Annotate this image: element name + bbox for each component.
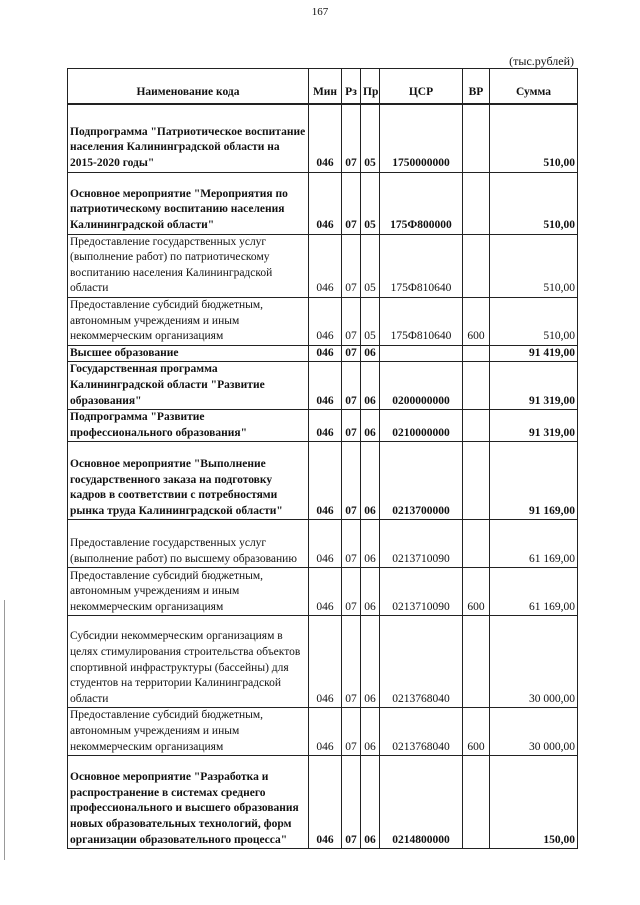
table-row [68,520,578,568]
table-row [68,362,578,410]
row-rz: 07 [342,297,361,345]
row-sum: 30 000,00 [490,708,578,756]
row-name: Предоставление государственных услуг (выполнение работ) по высшему образованию [68,520,309,568]
row-name: Предоставление субсидий бюджетным, автономным учреждениям и иным некоммерческим организациям [68,708,309,756]
row-vr [463,104,490,172]
row-csr: 0200000000 [380,362,463,410]
row-name: Высшее образование [68,345,309,362]
row-min: 046 [309,410,342,442]
row-pr: 06 [361,616,380,708]
row-pr: 06 [361,756,380,849]
row-pr: 06 [361,410,380,442]
row-pr: 06 [361,708,380,756]
row-vr [463,345,490,362]
row-min: 046 [309,172,342,234]
row-sum: 510,00 [490,104,578,172]
row-min: 046 [309,708,342,756]
row-csr: 175Ф810640 [380,297,463,345]
row-rz: 07 [342,172,361,234]
row-pr: 06 [361,520,380,568]
table-row [68,616,578,708]
row-csr: 0210000000 [380,410,463,442]
row-min: 046 [309,345,342,362]
row-name: Предоставление субсидий бюджетным, автономным учреждениям и иным некоммерческим организациям [68,297,309,345]
row-sum: 510,00 [490,297,578,345]
row-name: Предоставление государственных услуг (выполнение работ) по патриотическому воспитанию населения Калининградской области [68,234,309,297]
header-sum: Сумма [490,69,578,105]
table-row [68,756,578,849]
units-label: (тыс.рублей) [509,54,574,68]
table-row [68,410,578,442]
table-row [68,345,578,362]
row-vr [463,442,490,520]
row-rz: 07 [342,410,361,442]
row-csr: 0213710090 [380,520,463,568]
table-row [68,297,578,345]
row-vr [463,172,490,234]
row-name: Основное мероприятие "Мероприятия по патриотическому воспитанию населения Калининградской области" [68,172,309,234]
row-csr: 0213768040 [380,708,463,756]
row-rz: 07 [342,520,361,568]
table-row [68,442,578,520]
row-rz: 07 [342,234,361,297]
row-vr: 600 [463,297,490,345]
row-sum: 91 169,00 [490,442,578,520]
row-sum: 510,00 [490,234,578,297]
row-pr: 05 [361,172,380,234]
row-min: 046 [309,520,342,568]
row-name: Основное мероприятие "Разработка и распространение в системах среднего профессионального и высшего образования новых образовательных технологий, форм организации образовательного процесса" [68,756,309,849]
row-min: 046 [309,104,342,172]
budget-table [67,68,578,849]
margin-mark [4,600,5,860]
row-vr: 600 [463,708,490,756]
row-vr [463,410,490,442]
row-sum: 91 419,00 [490,345,578,362]
row-rz: 07 [342,756,361,849]
row-rz: 07 [342,616,361,708]
row-rz: 07 [342,568,361,616]
table-row [68,104,578,172]
row-pr: 06 [361,362,380,410]
row-min: 046 [309,756,342,849]
row-vr: 600 [463,568,490,616]
row-sum: 61 169,00 [490,520,578,568]
table-row [68,172,578,234]
header-rz: Рз [342,69,361,105]
row-pr: 06 [361,345,380,362]
row-sum: 61 169,00 [490,568,578,616]
row-min: 046 [309,616,342,708]
header-vr: ВР [463,69,490,105]
row-csr: 0213700000 [380,442,463,520]
row-csr: 0213768040 [380,616,463,708]
row-vr [463,520,490,568]
row-sum: 91 319,00 [490,410,578,442]
row-csr: 175Ф800000 [380,172,463,234]
row-sum: 510,00 [490,172,578,234]
table-row [68,568,578,616]
row-vr [463,756,490,849]
row-vr [463,234,490,297]
row-sum: 30 000,00 [490,616,578,708]
row-pr: 06 [361,568,380,616]
row-pr: 05 [361,234,380,297]
row-sum: 91 319,00 [490,362,578,410]
table-row [68,234,578,297]
header-csr: ЦСР [380,69,463,105]
row-rz: 07 [342,104,361,172]
row-pr: 05 [361,297,380,345]
header-pr: Пр [361,69,380,105]
row-vr [463,616,490,708]
table-header-row [68,69,578,105]
row-csr: 0214800000 [380,756,463,849]
row-name: Подпрограмма "Развитие профессионального образования" [68,410,309,442]
row-name: Предоставление субсидий бюджетным, автономным учреждениям и иным некоммерческим организациям [68,568,309,616]
row-sum: 150,00 [490,756,578,849]
row-pr: 05 [361,104,380,172]
header-name: Наименование кода [68,69,309,105]
row-min: 046 [309,234,342,297]
table-row [68,708,578,756]
row-rz: 07 [342,362,361,410]
row-rz: 07 [342,708,361,756]
row-min: 046 [309,362,342,410]
page-number: 167 [311,6,329,18]
row-vr [463,362,490,410]
row-pr: 06 [361,442,380,520]
row-name: Субсидии некоммерческим организациям в целях стимулирования строительства объектов спортивной инфраструктуры (бассейны) для студентов на территории Калининградской области [68,616,309,708]
row-rz: 07 [342,345,361,362]
row-min: 046 [309,442,342,520]
row-csr: 0213710090 [380,568,463,616]
row-min: 046 [309,568,342,616]
row-min: 046 [309,297,342,345]
row-rz: 07 [342,442,361,520]
row-csr [380,345,463,362]
header-min: Мин [309,69,342,105]
row-csr: 175Ф810640 [380,234,463,297]
row-name: Государственная программа Калининградской области "Развитие образования" [68,362,309,410]
row-csr: 1750000000 [380,104,463,172]
row-name: Подпрограмма "Патриотическое воспитание населения Калининградской области на 2015-2020 годы" [68,104,309,172]
row-name: Основное мероприятие "Выполнение государственного заказа на подготовку кадров в соответствии с потребностями рынка труда Калининградской области" [68,442,309,520]
